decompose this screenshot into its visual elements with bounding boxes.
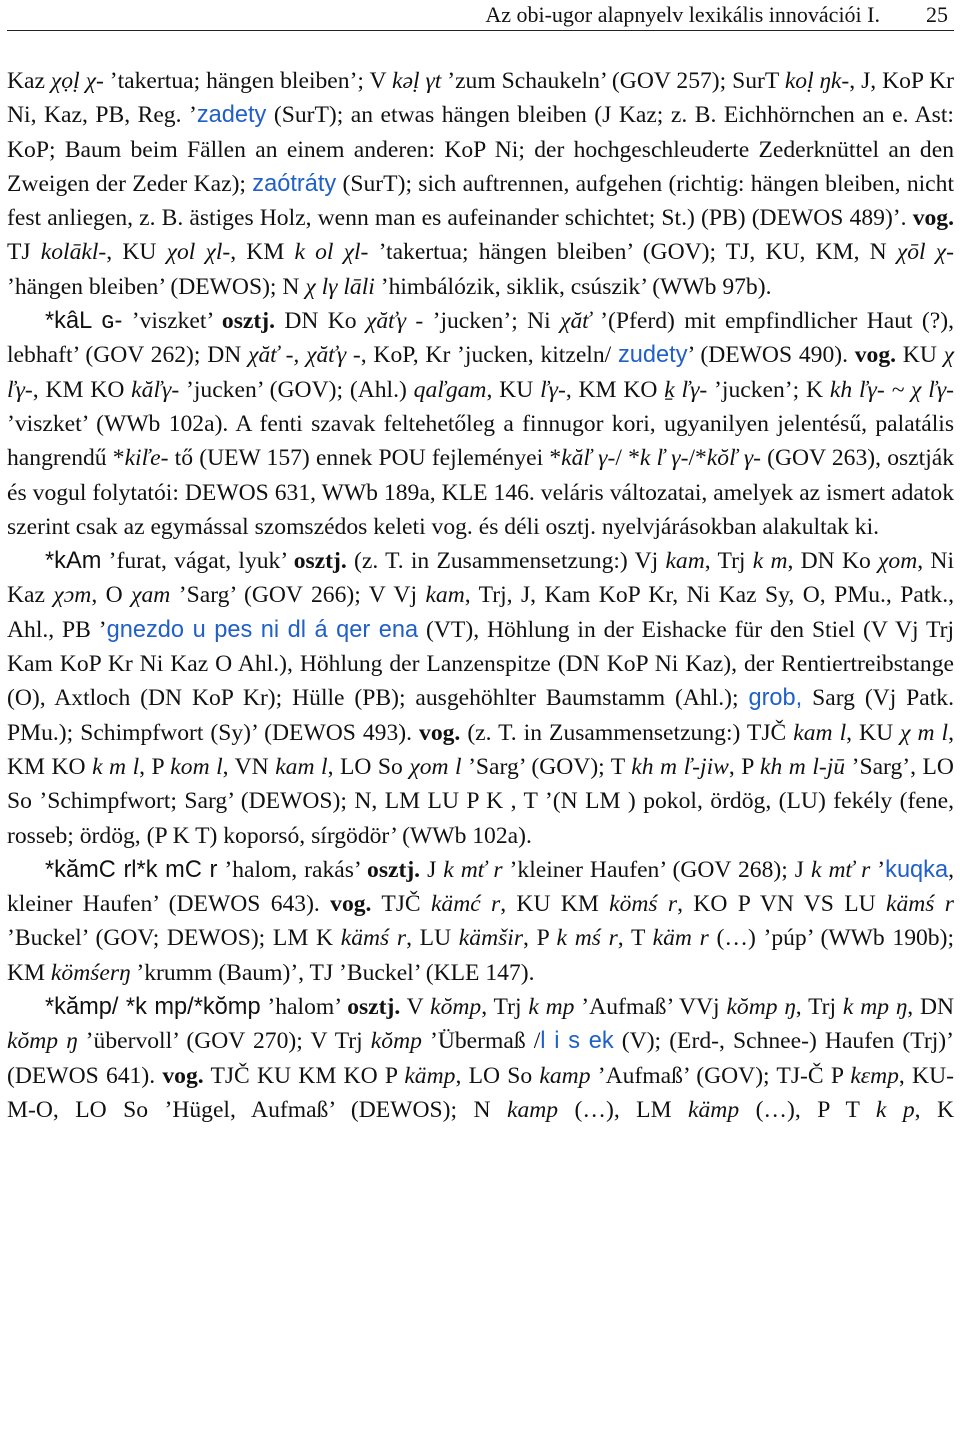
word-form: χol χl-: [166, 239, 231, 266]
word-form: kŏľ γ-: [706, 445, 761, 472]
word-form: ḵ ľγ-: [664, 376, 708, 403]
word-form: kŏmp: [370, 1028, 422, 1055]
headword: *kămp/ *k mp/*kŏmp: [45, 994, 261, 1021]
word-form: kh m ľ-jiw: [631, 753, 729, 780]
page-number: 25: [926, 2, 948, 27]
word-form: kämšir: [458, 925, 524, 952]
cyrillic-gloss: gnezdo u pes ni dl á qer ena: [106, 616, 419, 643]
word-form: kŏmp: [430, 994, 482, 1021]
cyrillic-gloss: zudety: [617, 342, 688, 369]
word-form: kăľ γ-: [561, 445, 616, 472]
word-form: kεmp: [850, 1062, 899, 1089]
language-label: osztj.: [293, 548, 347, 575]
word-form: χ ľγ-: [7, 342, 955, 403]
word-form: kämś r: [885, 891, 954, 918]
word-form: kam: [425, 582, 465, 609]
word-form: kamp: [539, 1062, 591, 1089]
word-form: käm r: [652, 925, 709, 952]
word-form: kh m l-jū: [760, 753, 846, 780]
word-form: kömś r: [609, 891, 678, 918]
headword: *kAm: [45, 548, 102, 575]
word-form: kŏmp ŋ: [726, 994, 796, 1021]
word-form: χăť -, χăťγ -: [248, 342, 361, 369]
word-form: k ľ γ-: [639, 445, 689, 472]
cyrillic-gloss: zaótráty: [252, 170, 337, 197]
word-form: kiľe-: [124, 445, 169, 472]
word-form: χ m l: [900, 719, 949, 746]
word-form: k m l: [92, 753, 140, 780]
cyrillic-gloss: l i s ek: [540, 1028, 614, 1055]
word-form: χōl χ-: [896, 239, 954, 266]
word-form: χăť: [560, 308, 591, 335]
language-label: vog.: [162, 1062, 204, 1089]
word-form: kämp: [404, 1062, 456, 1089]
word-form: kam l: [793, 719, 847, 746]
word-form: χam: [131, 582, 171, 609]
word-form: χọḷ χ-: [50, 68, 104, 94]
headword: *kămC rl*k mC r: [45, 856, 218, 883]
word-form: kŏmp ŋ: [7, 1028, 78, 1055]
entry-paragraph: *kămp/ *k mp/*kŏmp ’halom’ osztj. V kŏmp, Trj k mp ’Aufmaß’ VVj kŏmp ŋ, Trj k mp ŋ, DN kŏmp ŋ ’übervoll’ (GOV 270); V Trj kŏmp ’Übermaß /l i s ek (V); (Erd-, Schnee-) Haufen (Trj)’ (DEWOS 641). vog. TJČ KU KM KO P kämp, LO So kamp ’Aufmaß’ (GOV); TJ-Č P kεmp, KU-M-O, LO So ’Hügel, Aufmaß’ (DEWOS); N kamp (…), LM kämp (…), P T k p, K: [7, 994, 955, 1123]
word-form: kăľγ-: [131, 376, 180, 403]
word-form: k ol χl-: [294, 239, 369, 266]
word-form: kämś r: [340, 925, 407, 952]
word-form: χ lγ lāli: [305, 273, 375, 300]
language-label: osztj.: [221, 308, 275, 335]
word-form: kämp: [688, 1096, 740, 1123]
running-header: [7, 0, 954, 31]
cyrillic-gloss: zadety: [196, 102, 267, 129]
language-label: osztj.: [367, 856, 421, 883]
word-form: kämć r: [430, 891, 501, 918]
word-form: k mp ŋ: [842, 994, 908, 1021]
language-label: vog.: [854, 342, 897, 369]
word-form: k m: [752, 548, 788, 575]
word-form: χom l: [409, 753, 462, 780]
word-form: χɔm: [53, 582, 92, 609]
word-form: kömśerŋ: [50, 959, 131, 986]
word-form: kamp: [506, 1096, 559, 1123]
entry-paragraph: Kaz χọḷ χ- ’takertua; hängen bleiben’; V kəḷ γt ’zum Schaukeln’ (GOV 257); SurT koḷ ŋk-, J, KoP Kr Ni, Kaz, PB, Reg. ’zadety (SurT); an etwas hängen bleiben (J Kaz; z. B. Eichhörnchen an e. Ast: KoP; Baum beim Fällen an einem anderen: KoP Ni; der hochgeschleuderte Zederknüttel an den Zweigen der Zeder Kaz); zaótráty (SurT); sich auftrennen, aufgehen (richtig: hängen bleiben, nicht fest anliegen, z. B. ästiges Holz, wenn man es aufeinander schichtet; St.) (PB) (DEWOS 489)’. vog. TJ kolākl-, KU χol χl-, KM k ol χl- ’takertua; hängen bleiben’ (GOV); TJ, KU, KM, N χōl χ- ’hängen bleiben’ (DEWOS); N χ lγ lāli ’himbálózik, siklik, csúszik’ (WWb 97b).: [7, 68, 954, 300]
word-form: koḷ ŋk-: [784, 68, 850, 94]
entry-paragraph: *kAm ’furat, vágat, lyuk’ osztj. (z. T. in Zusammensetzung:) Vj kam, Trj k m, DN Ko χom, Ni Kaz χɔm, O χam ’Sarg’ (GOV 266); V Vj kam, Trj, J, Kam KoP Kr, Ni Kaz Sy, O, PMu., Patk., Ahl., PB ’gnezdo u pes ni dl á qer ena (VT), Höhlung in der Eishacke für den Stiel (V Vj Trj Kam KoP Kr Ni Kaz O Ahl.), Höhlung der Lanzenspitze (DN KoP Ni Kaz), der Rentiertreibstange (O), Axtloch (DN KoP Kr); Hülle (PB); ausgehöhlter Baumstamm (Ahl.); grob, Sarg (Vj Patk. PMu.); Schimpfwort (Sy)’ (DEWOS 493). vog. (z. T. in Zusammensetzung:) TJČ kam l, KU χ m l, KM KO k m l, P kom l, VN kam l, LO So χom l ’Sarg’ (GOV); T kh m ľ-jiw, P kh m l-jū ’Sarg’, LO So ’Schimpfwort; Sarg’ (DEWOS); N, LM LU P K , T ’(N LM ) pokol, ördög, (LU) fekély (fene, rosseb; ördög, (P K T) koporsó, sírgödör’ (WWb 102a).: [7, 548, 955, 849]
word-form: k mp: [528, 994, 575, 1021]
word-form: qaľgam: [413, 376, 487, 403]
word-form: kom l: [170, 753, 223, 780]
word-form: kam: [665, 548, 705, 575]
word-form: χom: [878, 548, 918, 575]
word-form: kh ľγ- ~ χ ľγ-: [829, 376, 954, 403]
word-form: k mť r: [811, 856, 871, 883]
entry-paragraph: *kâL ɢ- ’viszket’ osztj. DN Ko χăťγ - ’jucken’; Ni χăť ’(Pferd) mit empfindlicher Haut (?), lebhaft’ (GOV 262); DN χăť -, χăťγ -, KoP, Kr ’jucken, kitzeln/ zudety’ (DEWOS 490). vog. KU χ ľγ-, KM KO kăľγ- ’jucken’ (GOV); (Ahl.) qaľgam, KU ľγ-, KM KO ḵ ľγ- ’jucken’; K kh ľγ- ~ χ ľγ- ’viszket’ (WWb 102a). A fenti szavak feltehetőleg a finnugor kori, ugyanilyen jelentésű, palatális hangrendű *kiľe- tő (UEW 157) ennek POU fejleményei *kăľ γ-/ *k ľ γ-/*kŏľ γ- (GOV 263), osztják és vogul folytatói: DEWOS 631, WWb 189a, KLE 146. veláris változatai, amelyek az ismert adatok szerint csak az egymással szomszédos keleti vog. és déli osztj. nyelvjárásokban alakultak ki.: [7, 308, 955, 540]
dictionary-text: [7, 31, 954, 1127]
running-title: Az obi-ugor alapnyelv lexikális innovációi I.: [485, 2, 880, 27]
word-form: k mś r: [556, 925, 618, 952]
cyrillic-gloss: grob,: [748, 685, 803, 712]
word-form: kəḷ γt: [392, 68, 442, 94]
word-form: k p: [875, 1096, 915, 1123]
language-label: osztj.: [347, 994, 401, 1021]
word-form: χăťγ -: [365, 308, 424, 335]
word-form: kam l: [275, 753, 328, 780]
language-label: vog.: [912, 205, 954, 232]
cyrillic-gloss: kuqka: [885, 856, 949, 883]
word-form: kolākl-: [40, 239, 107, 266]
language-label: vog.: [419, 719, 461, 746]
language-label: vog.: [330, 891, 372, 918]
headword: *kâL ɢ-: [45, 308, 123, 335]
word-form: k mť r: [443, 856, 503, 883]
word-form: ľγ-: [540, 376, 566, 403]
entry-paragraph: *kămC rl*k mC r ’halom, rakás’ osztj. J k mť r ’kleiner Haufen’ (GOV 268); J k mť r ’kuqka, kleiner Haufen’ (DEWOS 643). vog. TJČ kämć r, KU KM kömś r, KO P VN VS LU kämś r ’Buckel’ (GOV; DEWOS); LM K kämś r, LU kämšir, P k mś r, T käm r (…) ’púp’ (WWb 190b); KM kömśerŋ ’krumm (Baum)’, TJ ’Buckel’ (KLE 147).: [7, 856, 955, 986]
